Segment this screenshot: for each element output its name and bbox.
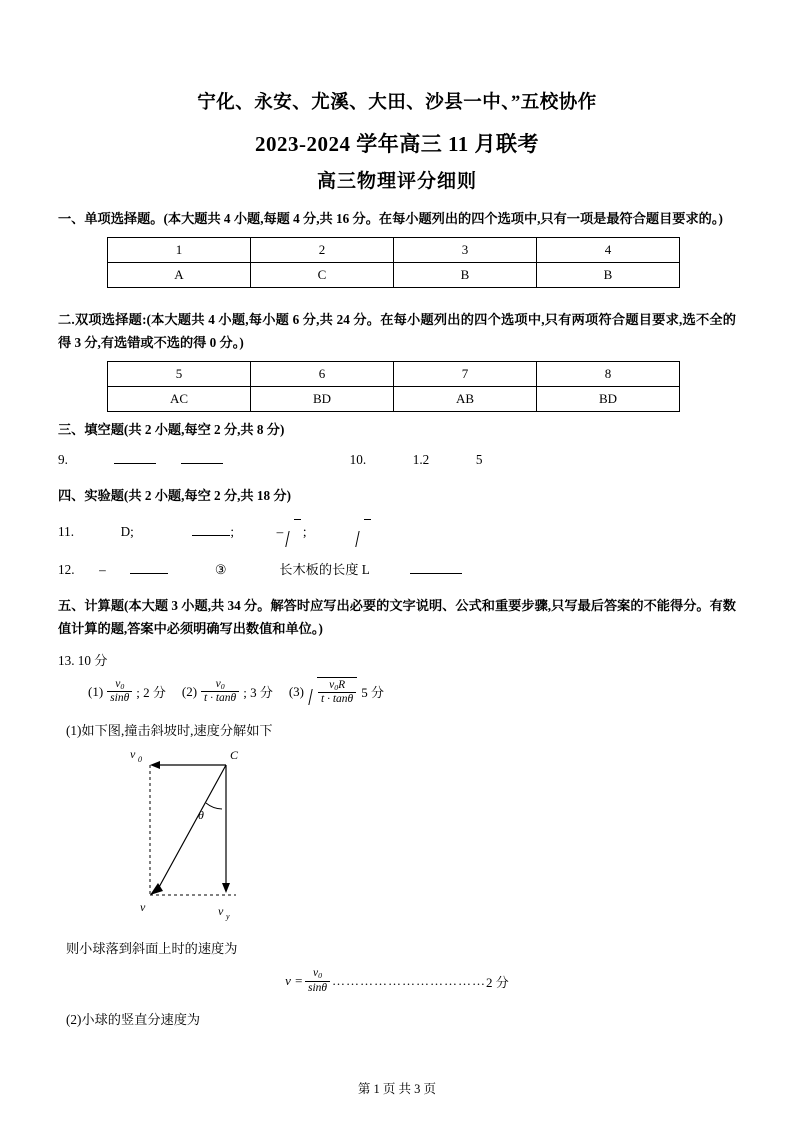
velocity-decomposition-diagram — [118, 743, 736, 938]
answer-cell: B — [537, 263, 680, 288]
question-13-note-1: (1)如下图,撞击斜坡时,速度分解如下 — [66, 723, 273, 739]
answer-cell: AC — [108, 387, 251, 412]
part-1-score: ; 2 分 — [136, 685, 166, 701]
school-title: 宁化、永安、尤溪、大田、沙县一中、”五校协作 — [197, 93, 597, 113]
part-2-label: (2) — [181, 683, 198, 699]
result-lhs: v = — [285, 973, 303, 989]
question-12-text: 长木板的长度 L — [279, 562, 370, 578]
table-row — [108, 238, 680, 263]
answer-cell: B — [394, 263, 537, 288]
svg-text:v: v — [218, 904, 224, 919]
question-number: 2 — [251, 238, 394, 263]
question-13-result-formula — [58, 967, 736, 994]
svg-text:C: C — [230, 748, 239, 763]
question-12-circle-number: ③ — [214, 562, 227, 578]
question-13-note-2: 则小球落到斜面上时的速度为 — [66, 941, 238, 957]
svg-text:v: v — [140, 900, 146, 915]
question-9-label: 9. — [58, 452, 68, 468]
blank-answer — [130, 562, 168, 574]
result-score: 2 分 — [486, 974, 509, 990]
question-10-value-1: 1.2 — [412, 452, 430, 468]
question-number: 8 — [537, 362, 680, 387]
table-row — [108, 263, 680, 288]
sqrt-symbol — [355, 519, 371, 547]
document-title: 高三物理评分细则 — [316, 171, 477, 192]
question-9-line — [58, 447, 736, 473]
section-4-heading: 四、实验题(共 2 小题,每空 2 分,共 18 分) — [58, 487, 291, 503]
blank-answer — [410, 562, 462, 574]
section-1-answer-table — [107, 237, 680, 288]
question-number: 6 — [251, 362, 394, 387]
question-10-label: 10. — [349, 452, 367, 468]
table-row — [108, 387, 680, 412]
part-2-score: ; 3 分 — [243, 685, 273, 701]
section-3-heading: 三、填空题(共 2 小题,每空 2 分,共 8 分) — [58, 422, 285, 438]
question-number: 1 — [108, 238, 251, 263]
answer-cell: AB — [394, 387, 537, 412]
question-number: 7 — [394, 362, 537, 387]
exam-title: 2023-2024 学年高三 11 月联考 — [254, 132, 540, 156]
part-3-score: 5 分 — [361, 685, 384, 701]
section-2-answer-table — [107, 361, 680, 412]
sqrt-symbol — [285, 519, 301, 547]
section-5-heading: 五、计算题(本大题 3 小题,共 34 分。解答时应写出必要的文字说明、公式和重要步骤,只写最后答案的不能得分。有数值计算的题,答案中必须明确写出数值和单位。) — [58, 597, 736, 636]
answer-cell: BD — [537, 387, 680, 412]
sqrt-fraction: $\frac{v_0R}{t \cdot \tan\theta}$ — [308, 677, 357, 706]
answer-cell: C — [251, 263, 394, 288]
question-12-line: 12. – ③ 长木板的长度 L — [58, 557, 736, 583]
answer-cell: BD — [251, 387, 394, 412]
blank-answer — [114, 452, 156, 464]
part-3-label: (3) — [288, 683, 305, 699]
question-number: 4 — [537, 238, 680, 263]
fraction-v0-over-sin-result: $\frac{v_0}{\sin\theta}$ — [305, 967, 330, 994]
blank-answer — [192, 524, 230, 536]
section-2-heading: 二.双项选择题:(本大题共 4 小题,每小题 6 分,共 24 分。在每小题列出的四个选项中,只有两项符合题目要求,选不全的得 3 分,有选错或不选的得 0 分。) — [58, 312, 736, 351]
fraction-v0-over-ttan: $\frac{v_0}{t \cdot \tan\theta}$ — [201, 678, 239, 705]
question-11-label: 11. — [58, 524, 74, 540]
question-13-formula-row — [58, 677, 736, 706]
answer-cell: A — [108, 263, 251, 288]
svg-text:y: y — [226, 912, 230, 922]
question-13-title: 13. 10 分 — [58, 652, 108, 668]
table-row — [108, 362, 680, 387]
svg-text:θ: θ — [198, 808, 204, 823]
question-13-note-3: (2)小球的竖直分速度为 — [66, 1011, 201, 1027]
question-number: 3 — [394, 238, 537, 263]
section-1-heading: 一、单项选择题。(本大题共 4 小题,每题 4 分,共 16 分。在每小题列出的四个选项中,只有一项是最符合题目要求的。) — [58, 211, 723, 226]
leader-dots: …………………………… — [332, 973, 487, 989]
diagram-svg — [118, 743, 378, 933]
svg-text:v: v — [130, 747, 136, 762]
question-11-answer: D; — [120, 524, 134, 540]
part-1-label: (1) — [88, 683, 104, 699]
svg-text:0: 0 — [138, 755, 142, 765]
question-12-label: 12. — [58, 562, 75, 578]
page-number: 第 1 页 共 3 页 — [357, 1082, 437, 1096]
question-10-value-2: 5 — [475, 452, 483, 468]
question-11-line: 11. D; ; – ; — [58, 519, 736, 547]
question-number: 5 — [108, 362, 251, 387]
fraction-v0-over-sin: $\frac{v_0}{\sin\theta}$ — [107, 678, 132, 705]
blank-answer — [181, 452, 223, 464]
page-footer — [0, 1077, 794, 1097]
